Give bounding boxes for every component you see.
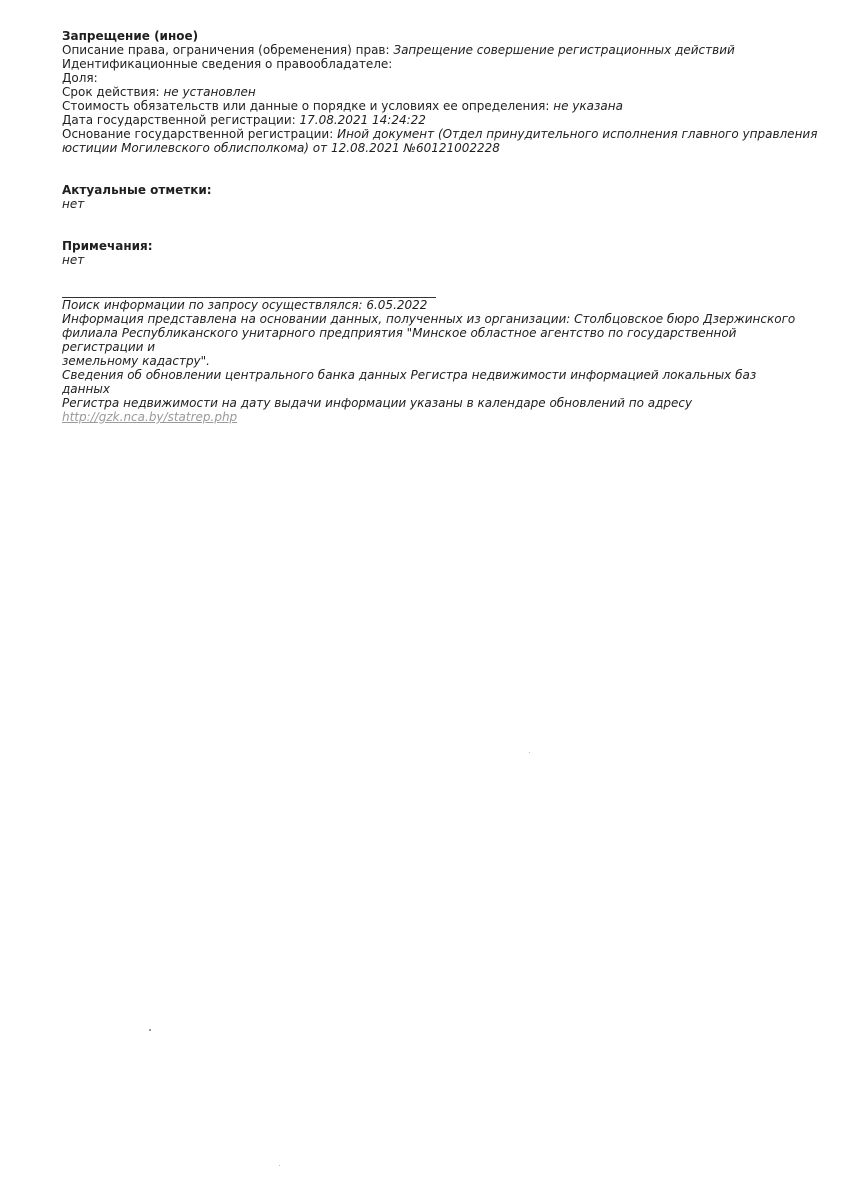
actual-marks-value: нет bbox=[62, 197, 85, 211]
rights-label: Описание права, ограничения (обременения) прав: bbox=[62, 43, 390, 57]
scan-speck bbox=[279, 1165, 280, 1166]
basis-row bbox=[62, 127, 818, 141]
holder-label: Идентификационные сведения о правообладателе: bbox=[62, 57, 393, 71]
reg-date-row bbox=[62, 113, 802, 127]
notes-section bbox=[62, 239, 802, 267]
term-row bbox=[62, 85, 802, 99]
actual-marks-heading: Актуальные отметки: bbox=[62, 183, 212, 197]
cost-value: не указана bbox=[553, 99, 623, 113]
notes-heading: Примечания: bbox=[62, 239, 153, 253]
share-label: Доля: bbox=[62, 71, 98, 85]
link-row bbox=[62, 410, 802, 424]
term-label: Срок действия: bbox=[62, 85, 160, 99]
source-line-2: филиала Республиканского унитарного предприятия "Минское областное агентство по государственной регистрации и bbox=[62, 326, 737, 354]
statrep-link[interactable]: http://gzk.nca.by/statrep.php bbox=[62, 410, 238, 424]
scan-speck bbox=[149, 1029, 151, 1031]
basis-value-line1: Иной документ (Отдел принудительного исполнения главного управления bbox=[337, 127, 818, 141]
reg-date-label: Дата государственной регистрации: bbox=[62, 113, 296, 127]
source-line-1: Информация представлена на основании данных, полученных из организации: Столбцовское бюро Дзержинского bbox=[62, 312, 796, 326]
rights-row bbox=[62, 43, 802, 57]
basis-label: Основание государственной регистрации: bbox=[62, 127, 334, 141]
update-line-1: Сведения об обновлении центрального банка данных Регистра недвижимости информацией локальных баз данных bbox=[62, 368, 757, 396]
basis-value-line2: юстиции Могилевского облисполкома) от 12.08.2021 №60121002228 bbox=[62, 141, 500, 155]
source-line-3: земельному кадастру". bbox=[62, 354, 210, 368]
document-page bbox=[62, 29, 818, 424]
actual-marks-section bbox=[62, 183, 802, 211]
cost-row bbox=[62, 99, 802, 113]
notes-value: нет bbox=[62, 253, 85, 267]
term-value: не установлен bbox=[163, 85, 256, 99]
update-line-2: Регистра недвижимости на дату выдачи информации указаны в календаре обновлений по адресу bbox=[62, 396, 693, 410]
scan-speck bbox=[529, 752, 530, 753]
reg-date-value: 17.08.2021 14:24:22 bbox=[299, 113, 426, 127]
encumbrance-title: Запрещение (иное) bbox=[62, 29, 199, 43]
search-date: Поиск информации по запросу осуществлялся: 6.05.2022 bbox=[62, 298, 428, 312]
rights-value: Запрещение совершение регистрационных действий bbox=[393, 43, 735, 57]
cost-label: Стоимость обязательств или данные о порядке и условиях ее определения: bbox=[62, 99, 550, 113]
